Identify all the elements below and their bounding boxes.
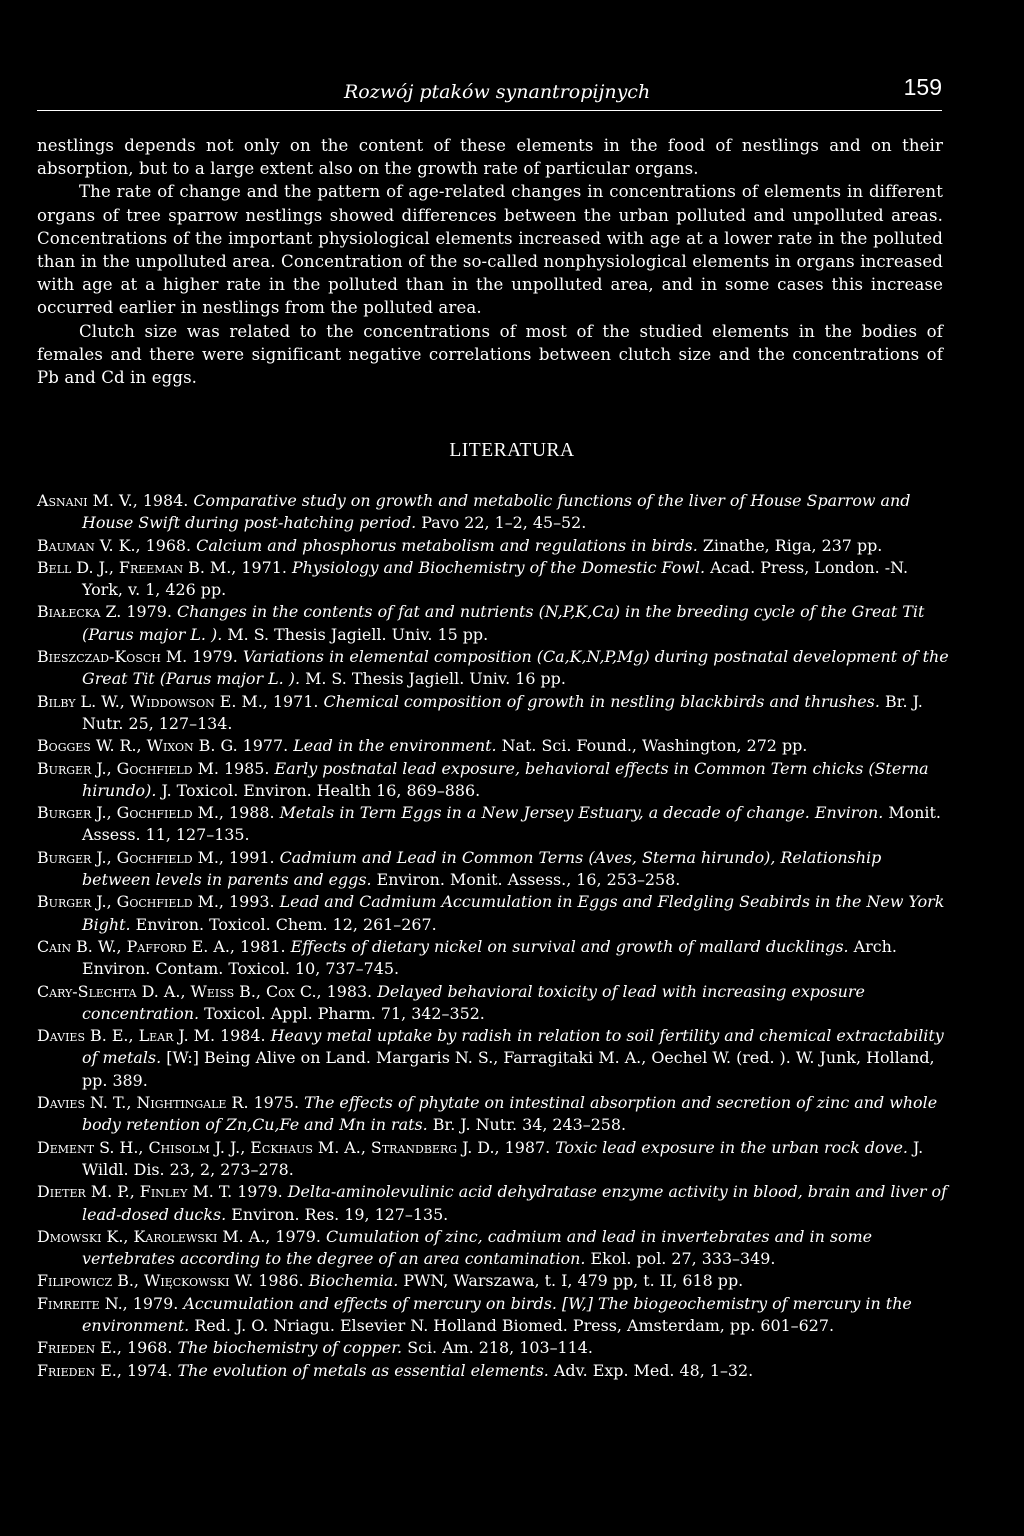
- reference-entry: [37, 847, 950, 892]
- reference-title: Delta-aminolevulinic acid dehydratase enzyme activity in blood, brain and liver of lead-dosed ducks.: [82, 1182, 947, 1224]
- reference-title: Cadmium and Lead in Common Terns (Aves, Sterna hirundo), Relationship between levels in parents and eggs.: [82, 847, 882, 890]
- reference-authors: Dement S. H., Chisolm J. J., Eckhaus M. A., Strandberg J. D., 1987.: [37, 1137, 551, 1157]
- reference-source: Environ. Res. 19, 127–135.: [231, 1204, 449, 1224]
- reference-source: Monit. Assess. 11, 127–135.: [82, 803, 941, 845]
- reference-authors: Bauman V. K., 1968.: [37, 535, 192, 555]
- reference-title: Cumulation of zinc, cadmium and lead in invertebrates and in some vertebrates according to the degree of an area contamination.: [82, 1226, 873, 1269]
- reference-entry: [37, 981, 950, 1026]
- reference-entry: [37, 1337, 950, 1359]
- section-title: LITERATURA: [449, 440, 575, 461]
- reference-entry: [37, 1181, 950, 1226]
- reference-entry: [37, 802, 950, 847]
- reference-authors: Fimreite N., 1979.: [37, 1293, 179, 1313]
- reference-authors: Filipowicz B., Więckowski W. 1986.: [37, 1271, 304, 1291]
- reference-source: Adv. Exp. Med. 48, 1–32.: [553, 1360, 754, 1380]
- reference-title: Heavy metal uptake by radish in relation to soil fertility and chemical extractability of metals.: [82, 1026, 944, 1068]
- reference-authors: Burger J., Gochfield M. 1985.: [37, 758, 270, 778]
- paragraph: The rate of change and the pattern of age-related changes in concentrations of elements in different organs of tree sparrow nestlings showed differences between the urban polluted and unpolluted areas. Concentrations of the important physiological elements increased with age at a lower rate in the polluted than in the unpolluted area. Concentration of the so-called nonphysiological elements in organs increased with age at a higher rate in the polluted than in the unpolluted area, and in some cases this increase occurred earlier in nestlings from the polluted area.: [37, 182, 943, 318]
- reference-authors: Frieden E., 1974.: [37, 1360, 173, 1380]
- reference-authors: Davies N. T., Nightingale R. 1975.: [37, 1093, 300, 1113]
- reference-authors: Burger J., Gochfield M., 1993.: [37, 892, 275, 912]
- reference-source: Nat. Sci. Found., Washington, 272 pp.: [501, 736, 808, 756]
- running-header: [37, 76, 942, 111]
- reference-entry: [37, 490, 950, 535]
- reference-entry: [37, 936, 950, 981]
- summary-text: [37, 134, 943, 389]
- paragraph: nestlings depends not only on the content of these elements in the food of nestlings and on their absorption, but to a large extent also on the growth rate of particular organs.: [37, 136, 943, 179]
- reference-source: PWN, Warszawa, t. I, 479 pp, t. II, 618 pp.: [403, 1271, 744, 1291]
- reference-entry: [37, 535, 950, 557]
- reference-title: Calcium and phosphorus metabolism and regulations in birds.: [196, 535, 698, 555]
- reference-source: Toxicol. Appl. Pharm. 71, 342–352.: [204, 1003, 485, 1023]
- reference-entry: [37, 691, 950, 736]
- reference-authors: Dieter M. P., Finley M. T. 1979.: [37, 1182, 283, 1202]
- reference-title: Metals in Tern Eggs in a New Jersey Estuary, a decade of change. Environ.: [279, 803, 884, 823]
- reference-entry: [37, 557, 950, 602]
- reference-title: Lead in the environment.: [293, 736, 497, 756]
- reference-title: Variations in elemental composition (Ca,K,N,P,Mg) during postnatal development of the Great Tit (Parus major L. ).: [82, 647, 949, 689]
- reference-title: The effects of phytate on intestinal absorption and secretion of zinc and whole body retention of Zn,Cu,Fe and Mn in rats.: [82, 1093, 938, 1135]
- running-title: Rozwój ptaków synantropijnych: [344, 81, 651, 103]
- reference-entry: [37, 601, 950, 646]
- reference-entry: [37, 646, 950, 691]
- reference-source: Br. J. Nutr. 34, 243–258.: [432, 1115, 627, 1135]
- reference-entry: [37, 1092, 950, 1137]
- reference-entry: [37, 1137, 950, 1182]
- reference-title: Physiology and Biochemistry of the Domestic Fowl.: [291, 557, 706, 577]
- reference-authors: Bieszczad-Kosch M. 1979.: [37, 647, 238, 667]
- reference-source: J. Toxicol. Environ. Health 16, 869–886.: [161, 780, 481, 800]
- reference-title: Chemical composition of growth in nestling blackbirds and thrushes.: [323, 691, 880, 711]
- reference-authors: Burger J., Gochfield M., 1988.: [37, 803, 275, 823]
- reference-title: Toxic lead exposure in the urban rock dove.: [555, 1137, 908, 1157]
- reference-source: M. S. Thesis Jagiell. Univ. 15 pp.: [227, 624, 489, 644]
- reference-title: Accumulation and effects of mercury on birds. [W,] The biogeochemistry of mercury in the environment.: [82, 1293, 912, 1335]
- reference-title: Delayed behavioral toxicity of lead with increasing exposure concentration.: [82, 981, 865, 1023]
- reference-authors: Dmowski K., Karolewski M. A., 1979.: [37, 1226, 321, 1246]
- reference-authors: Bilby L. W., Widdowson E. M., 1971.: [37, 691, 319, 711]
- reference-source: Br. J. Nutr. 25, 127–134.: [82, 691, 923, 733]
- reference-source: Acad. Press, London. -N. York, v. 1, 426 pp.: [82, 557, 909, 600]
- reference-title: Early postnatal lead exposure, behavioral effects in Common Tern chicks (Sterna hirundo).: [82, 758, 929, 800]
- reference-source: Environ. Monit. Assess., 16, 253–258.: [376, 870, 681, 890]
- reference-title: Comparative study on growth and metabolic functions of the liver of House Sparrow and House Swift during post-hatching period.: [82, 491, 911, 533]
- reference-source: Pavo 22, 1–2, 45–52.: [421, 513, 587, 533]
- reference-entry: [37, 1226, 950, 1271]
- reference-entry: [37, 891, 950, 936]
- reference-source: Red. J. O. Nriagu. Elsevier N. Holland Biomed. Press, Amsterdam, pp. 601–627.: [194, 1315, 835, 1335]
- page-number: 159: [903, 74, 942, 100]
- reference-entry: [37, 1025, 950, 1092]
- reference-authors: Bell D. J., Freeman B. M., 1971.: [37, 557, 287, 577]
- reference-title: Effects of dietary nickel on survival and growth of mallard ducklings.: [290, 936, 849, 956]
- reference-authors: Cary-Slechta D. A., Weiss B., Cox C., 1983.: [37, 981, 373, 1001]
- reference-title: Changes in the contents of fat and nutrients (N,P,K,Ca) in the breeding cycle of the Great Tit (Parus major L. ).: [82, 602, 925, 644]
- reference-authors: Białecka Z. 1979.: [37, 602, 172, 622]
- reference-title: Biochemia.: [308, 1271, 399, 1291]
- reference-entry: [37, 1270, 950, 1292]
- reference-authors: Asnani M. V., 1984.: [37, 491, 189, 510]
- reference-authors: Burger J., Gochfield M., 1991.: [37, 847, 275, 867]
- reference-source: Sci. Am. 218, 103–114.: [407, 1338, 593, 1358]
- reference-entry: [37, 1293, 950, 1338]
- reference-title: Lead and Cadmium Accumulation in Eggs and Fledgling Seabirds in the New York Bight.: [82, 892, 945, 934]
- reference-source: Arch. Environ. Contam. Toxicol. 10, 737–745.: [82, 936, 897, 979]
- reference-title: The evolution of metals as essential elements.: [177, 1360, 549, 1380]
- reference-source: Zinathe, Riga, 237 pp.: [702, 535, 883, 555]
- reference-list: [37, 490, 950, 1382]
- paragraph: Clutch size was related to the concentrations of most of the studied elements in the bodies of females and there were significant negative correlations between clutch size and the concentrations of Pb and Cd in eggs.: [37, 321, 943, 388]
- reference-authors: Davies B. E., Lear J. M. 1984.: [37, 1026, 266, 1046]
- reference-authors: Cain B. W., Pafford E. A., 1981.: [37, 936, 286, 956]
- reference-entry: [37, 758, 950, 803]
- reference-entry: [37, 735, 950, 757]
- reference-source: Environ. Toxicol. Chem. 12, 261–267.: [135, 914, 437, 934]
- reference-authors: Bogges W. R., Wixon B. G. 1977.: [37, 736, 289, 756]
- reference-source: J. Wildl. Dis. 23, 2, 273–278.: [82, 1137, 924, 1179]
- reference-entry: [37, 1360, 950, 1382]
- reference-source: Ekol. pol. 27, 333–349.: [590, 1249, 776, 1269]
- reference-source: M. S. Thesis Jagiell. Univ. 16 pp.: [305, 669, 566, 689]
- reference-source: [W:] Being Alive on Land. Margaris N. S., Farragitaki M. A., Oechel W. (red. ). W. Junk, Holland, pp. 389.: [82, 1048, 935, 1090]
- reference-title: The biochemistry of copper.: [177, 1338, 403, 1358]
- reference-authors: Frieden E., 1968.: [37, 1338, 173, 1358]
